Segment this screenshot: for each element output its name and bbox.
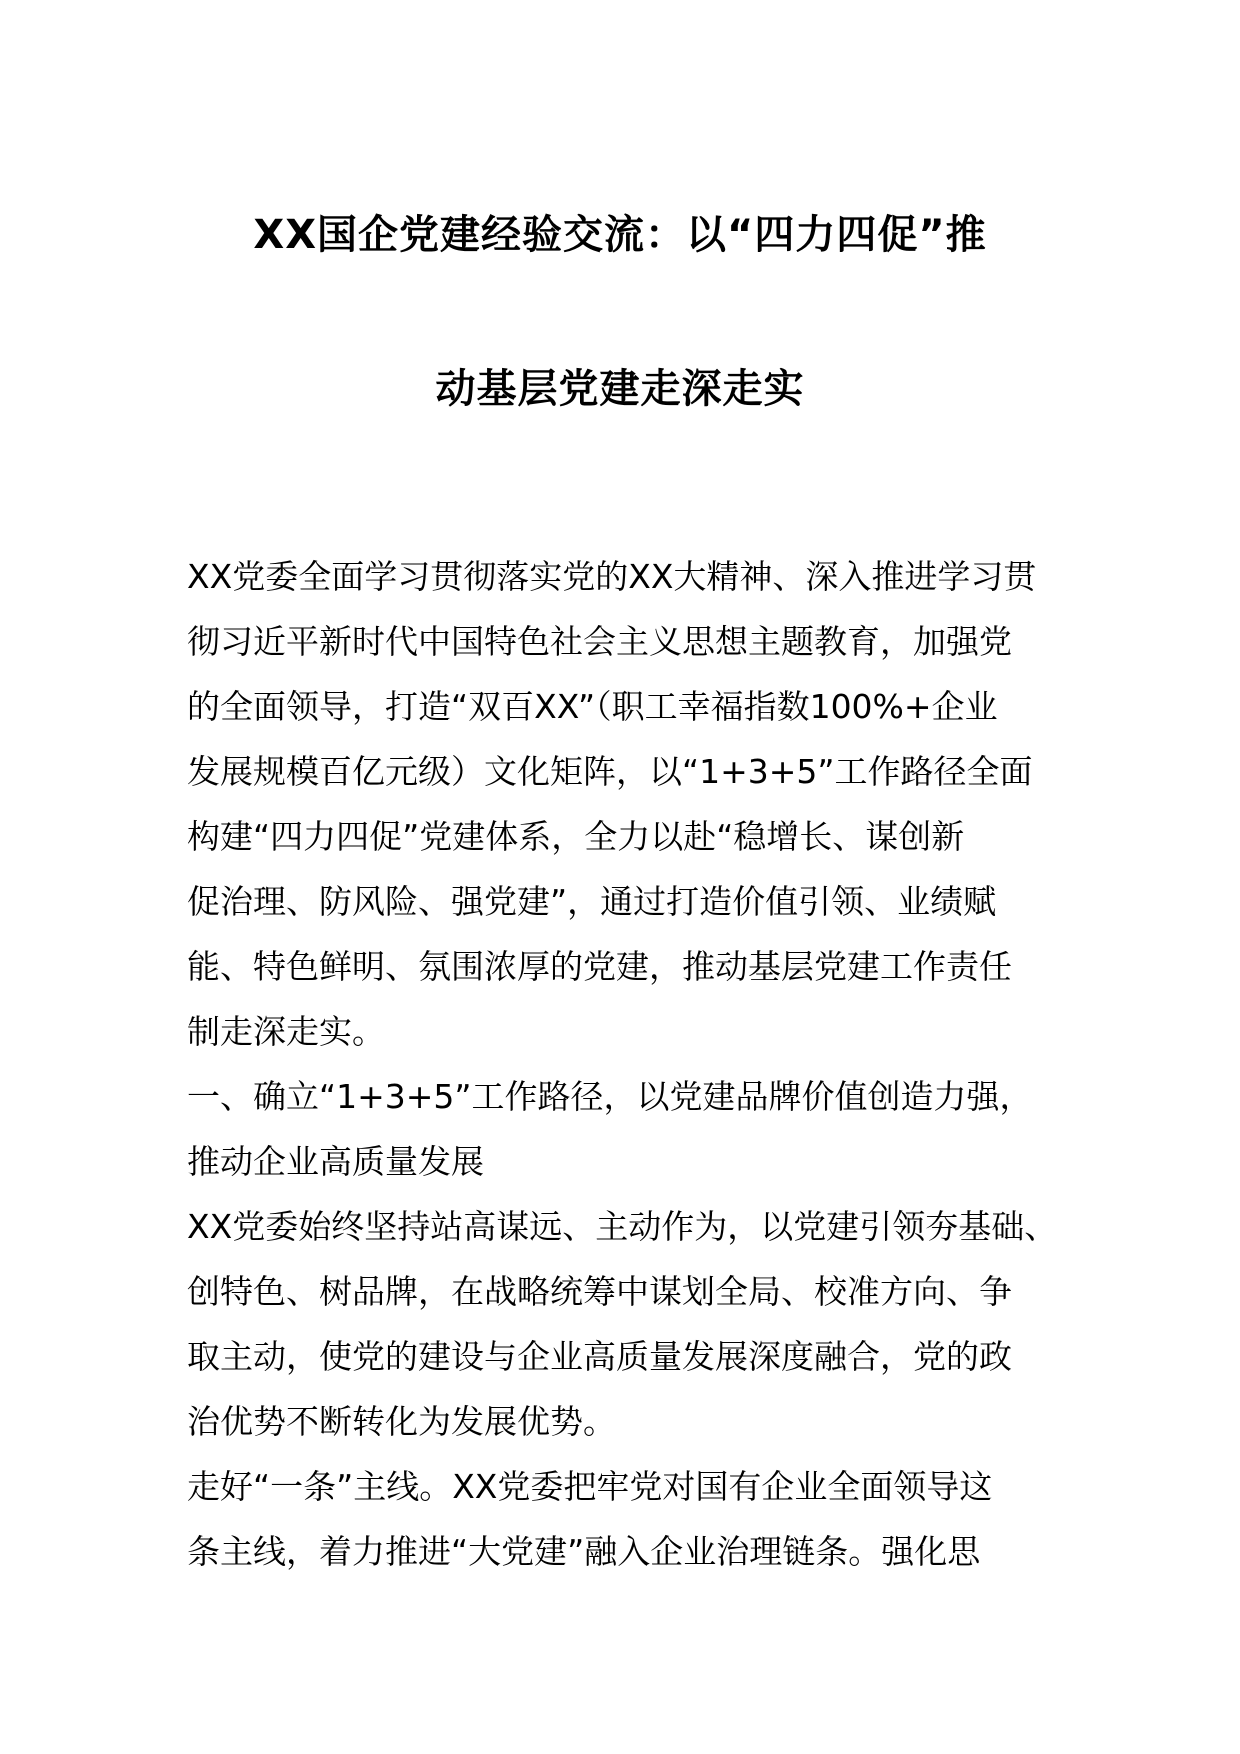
body-line: 条主线，着力推进“大党建”融入企业治理链条。强化思: [187, 1532, 981, 1571]
body-line: 治优势不断转化为发展优势。: [187, 1402, 616, 1441]
document-title-line-2: 动基层党建走深走实: [435, 366, 805, 412]
body-line: 的全面领导，打造“双百XX”（职工幸福指数100%+企业: [187, 687, 998, 726]
body-line: XX党委全面学习贯彻落实党的XX大精神、深入推进学习贯: [187, 557, 1037, 596]
body-line: 彻习近平新时代中国特色社会主义思想主题教育，加强党: [187, 622, 1012, 661]
section-heading-line: 一、确立“1+3+5”工作路径，以党建品牌价值创造力强，: [187, 1077, 1033, 1116]
body-line: 能、特色鲜明、氛围浓厚的党建，推动基层党建工作责任: [187, 947, 1012, 986]
body-line: 发展规模百亿元级）文化矩阵，以“1+3+5”工作路径全面: [187, 752, 1033, 791]
document-title-line-1: XX国企党建经验交流：以“四力四促”推: [253, 212, 987, 258]
section-heading-line: 推动企业高质量发展: [187, 1142, 484, 1181]
body-line: 走好“一条”主线。XX党委把牢党对国有企业全面领导这: [187, 1467, 993, 1506]
document-body: [187, 544, 1067, 1584]
body-line: 促治理、防风险、强党建”，通过打造价值引领、业绩赋: [187, 882, 997, 921]
body-line: 创特色、树品牌，在战略统筹中谋划全局、校准方向、争: [187, 1272, 1012, 1311]
body-line: XX党委始终坚持站高谋远、主动作为，以党建引领夯基础、: [187, 1207, 1058, 1246]
body-line: 构建“四力四促”党建体系，全力以赴“稳增长、谋创新: [187, 817, 965, 856]
body-line: 取主动，使党的建设与企业高质量发展深度融合，党的政: [187, 1337, 1012, 1376]
body-line: 制走深走实。: [187, 1012, 385, 1051]
